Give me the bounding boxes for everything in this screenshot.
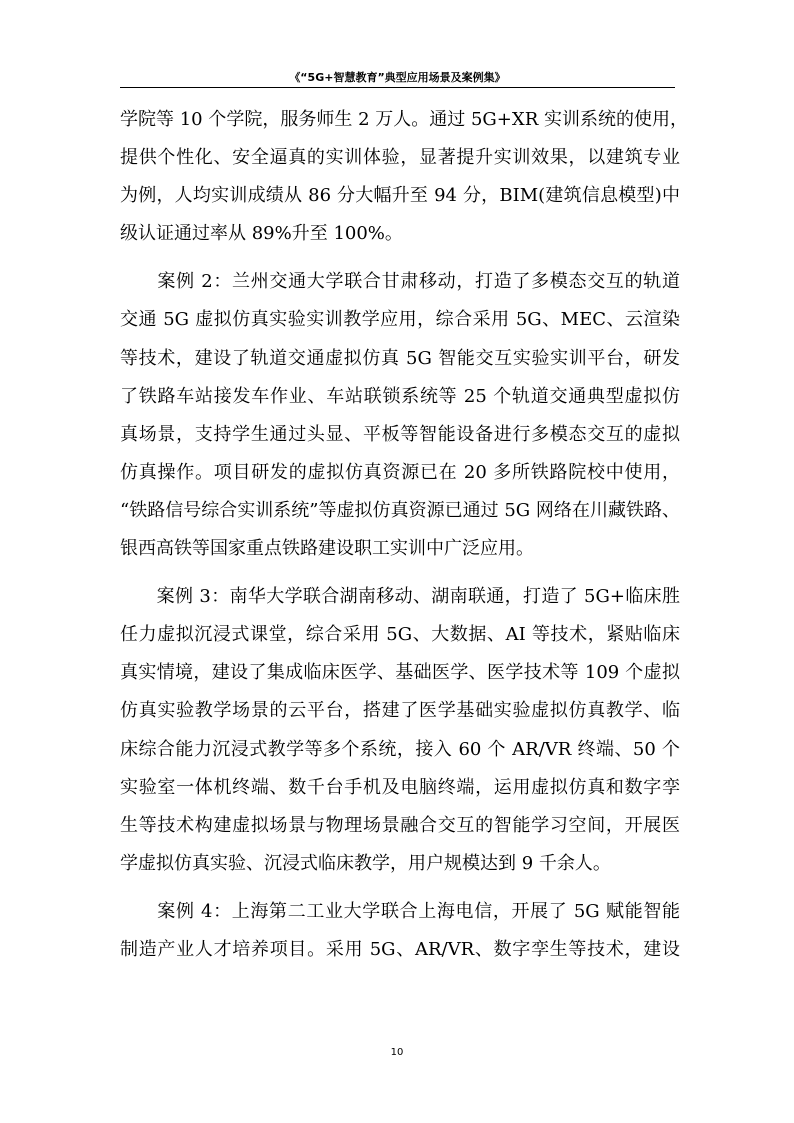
text-line: 银西高铁等国家重点铁路建设职工实训中广泛应用。 [120,538,534,560]
text-line: 了铁路车站接发车作业、车站联锁系统等 25 个轨道交通典型虚拟仿 [120,385,680,407]
text-line: 制造产业人才培养项目。采用 5G、AR/VR、数字孪生等技术，建设 [120,938,680,960]
text-line: 级认证通过率从 89%升至 100%。 [120,223,403,245]
text-line: 生等技术构建虚拟场景与物理场景融合交互的智能学习空间，开展医 [120,814,680,836]
text-line: 任力虚拟沉浸式课堂，综合采用 5G、大数据、AI 等技术，紧贴临床 [120,624,680,646]
text-line: 等技术，建设了轨道交通虚拟仿真 5G 智能交互实验实训平台，研发 [120,347,680,369]
paragraph-gap [120,568,680,578]
text-line: 真实情境，建设了集成临床医学、基础医学、医学技术等 109 个虚拟 [120,662,680,684]
text-line: 仿真实验教学场景的云平台，搭建了医学基础实验虚拟仿真教学、临 [120,700,680,722]
document-body [120,101,688,969]
running-header: 《“5G+智慧教育”典型应用场景及案例集》 [289,71,506,84]
text-line: 实验室一体机终端、数千台手机及电脑终端，运用虚拟仿真和数字孪 [120,776,680,798]
text-line: 为例，人均实训成绩从 86 分大幅升至 94 分，BIM(建筑信息模型)中 [120,185,680,207]
text-line: 仿真操作。项目研发的虚拟仿真资源已在 20 多所铁路院校中使用， [120,461,680,483]
text-line: 提供个性化、安全逼真的实训体验，显著提升实训效果，以建筑专业 [120,147,680,169]
text-line: 案例 4：上海第二工业大学联合上海电信，开展了 5G 赋能智能 [120,900,680,922]
text-line: 案例 2：兰州交通大学联合甘肃移动，打造了多模态交互的轨道 [120,271,680,293]
text-line: 学虚拟仿真实验、沉浸式临床教学，用户规模达到 9 千余人。 [120,852,611,874]
paragraph-gap [120,253,680,263]
text-line: 交通 5G 虚拟仿真实验实训教学应用，综合采用 5G、MEC、云渲染 [120,309,680,331]
text-line: 学院等 10 个学院，服务师生 2 万人。通过 5G+XR 实训系统的使用， [120,109,688,130]
text-line: 案例 3：南华大学联合湖南移动、湖南联通，打造了 5G+临床胜 [120,586,680,608]
paragraph [120,101,688,253]
paragraph [120,578,680,883]
page-number: 10 [390,1047,404,1058]
text-line: “铁路信号综合实训系统”等虚拟仿真资源已通过 5G 网络在川藏铁路、 [120,499,680,521]
paragraph [120,893,680,969]
text-line: 床综合能力沉浸式教学等多个系统，接入 60 个 AR/VR 终端、50 个 [120,738,680,760]
text-line: 真场景，支持学生通过头显、平板等智能设备进行多模态交互的虚拟 [120,423,680,445]
paragraph [120,263,680,568]
paragraph-gap [120,883,680,893]
header-divider [120,87,675,88]
